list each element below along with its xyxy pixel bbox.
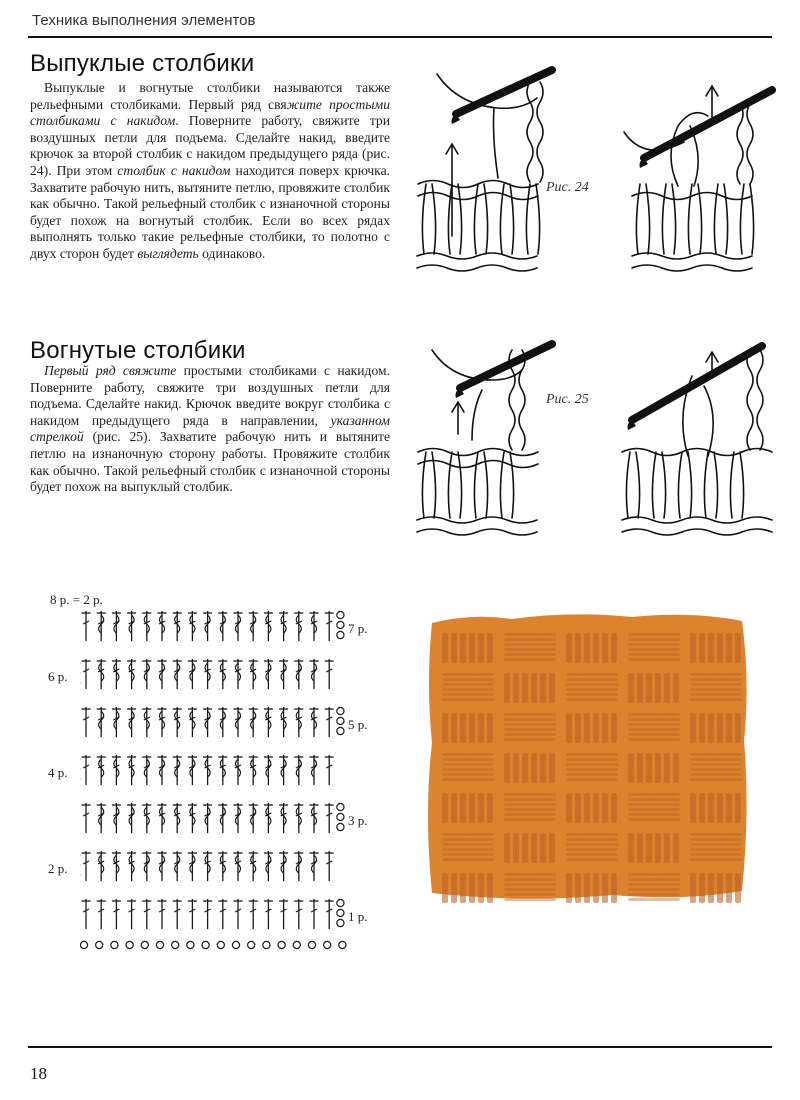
running-title: Техника выполнения элементов: [32, 12, 256, 29]
chart-row-label: 2 р.: [48, 861, 68, 876]
section-text-raised: Выпуклые и вогнутые столбики называются также рельефными столбиками. Первый ряд свяжите простыми столбиками с накидом. Поверните работу, свяжите три воздушных петли для подъема. Сделайте накид, введите крючок за второй столбик с накидом предыдущего ряда (рис. 24). При этом столбик с накидом находится поверх крючка. Захватите рабочую нить, вытяните петлю, провяжите столбик как обычно. Такой рельефный столбик с изнаночной стороны будет похож на вогнутый столбик. Если во всех рядах выполнять только такие рельефные столбики, то полотно с двух сторон будет выглядеть одинаково.: [30, 80, 391, 261]
fig25-hook-right: [628, 346, 763, 430]
section-text-recessed: Первый ряд свяжите простыми столбиками с накидом. Поверните работу, свяжите три воздушных петли для подъема. Сделайте накид. Крючок введите вокруг столбика с накидом предыдущего ряда в направлении, указанном стрелкой (рис. 25). Захватите рабочую нить и вытяните петлю на изнаночную сторону работы. Провяжите столбик как обычно. Такой рельефный столбик с изнаночной стороны будет похож на выпуклый столбик.: [30, 363, 390, 495]
chart-row-label: 3 р.: [348, 813, 368, 828]
page-number: 18: [30, 1064, 47, 1083]
swatch-photo: [418, 605, 756, 923]
bottom-rule: [28, 1046, 772, 1048]
chart-row-label: 6 р.: [48, 669, 68, 684]
top-rule: [28, 36, 772, 38]
chart-row-label: 5 р.: [348, 717, 368, 732]
chart-row-label: 4 р.: [48, 765, 68, 780]
figure-25-label: Рис. 25: [546, 392, 589, 407]
figure-25-illustration: [412, 330, 782, 545]
chart-repeat-note: 8 р. = 2 р.: [50, 592, 103, 607]
figure-24-label: Рис. 24: [546, 180, 589, 195]
figure-24-illustration: [412, 58, 782, 286]
section-title-recessed: Вогнутые столбики: [30, 337, 246, 364]
fig25-right-stitches: [622, 350, 772, 535]
chart-row-label: 1 р.: [348, 909, 368, 924]
chart-row-label: 7 р.: [348, 621, 368, 636]
section-title-raised: Выпуклые столбики: [30, 50, 255, 77]
crochet-chart: [80, 605, 350, 955]
fig25-hook-left: [456, 344, 553, 398]
